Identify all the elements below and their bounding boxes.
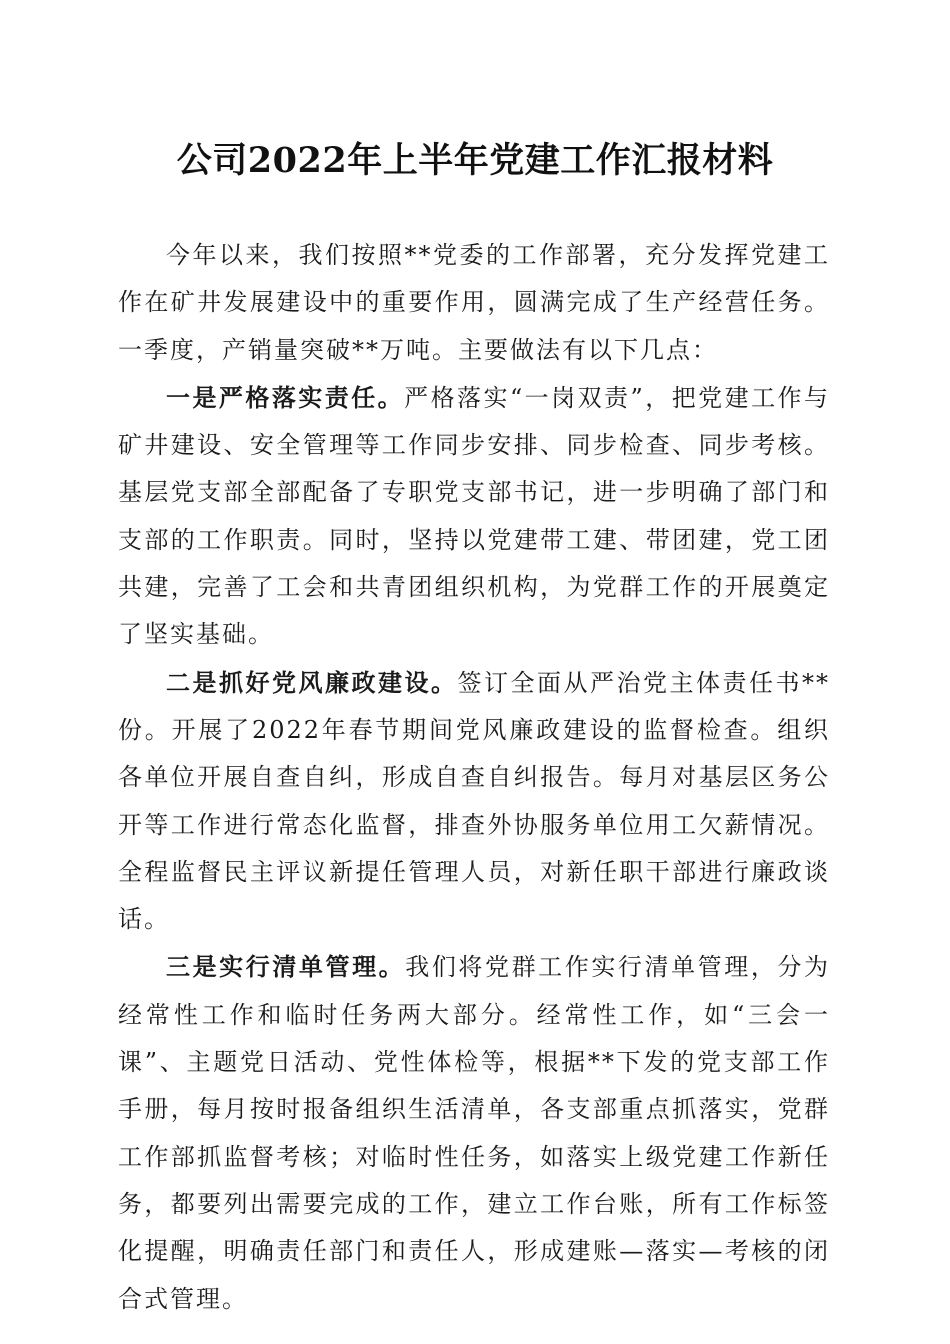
document-title: 公司2022年上半年党建工作汇报材料 [176, 140, 774, 181]
paragraph-checklist-text: 我们将党群工作实行清单管理，分为经常性工作和临时任务两大部分。经常性工作，如“三会一课”、主题党日活动、党性体检等，根据**下发的党支部工作手册，每月按时报备组织生活清单，各支部重点抓落实，党群工作部抓监督考核；对临时性任务，如落实上级党建工作新任务，都要列出需要完成的工作，建立工作台账，所有工作标签化提醒，明确责任部门和责任人，形成建账—落实—考核的闭合式管理。 [118, 953, 830, 1313]
document-body [118, 232, 830, 1323]
paragraph-checklist-heading: 三是实行清单管理。 [166, 952, 406, 982]
paragraph-intro [118, 232, 830, 374]
paragraph-responsibility-heading: 一是严格落实责任。 [166, 382, 405, 412]
paragraph-integrity [118, 659, 830, 944]
paragraph-intro-text: 今年以来，我们按照**党委的工作部署，充分发挥党建工作在矿井发展建设中的重要作用，圆满完成了生产经营任务。一季度，产销量突破**万吨。主要做法有以下几点： [118, 241, 830, 364]
paragraph-integrity-text: 签订全面从严治党主体责任书**份。开展了2022年春节期间党风廉政建设的监督检查。组织各单位开展自查自纠，形成自查自纠报告。每月对基层区务公开等工作进行常态化监督，排查外协服务单位用工欠薪情况。全程监督民主评议新提任管理人员，对新任职干部进行廉政谈话。 [118, 668, 830, 934]
paragraph-checklist [118, 943, 830, 1322]
paragraph-integrity-heading: 二是抓好党风廉政建设。 [166, 667, 458, 697]
paragraph-responsibility-text: 严格落实“一岗双责”，把党建工作与矿井建设、安全管理等工作同步安排、同步检查、同步考核。基层党支部全部配备了专职党支部书记，进一步明确了部门和支部的工作职责。同时，坚持以党建带工建、带团建，党工团共建，完善了工会和共青团组织机构，为党群工作的开展奠定了坚实基础。 [118, 383, 830, 649]
paragraph-responsibility [118, 374, 830, 659]
